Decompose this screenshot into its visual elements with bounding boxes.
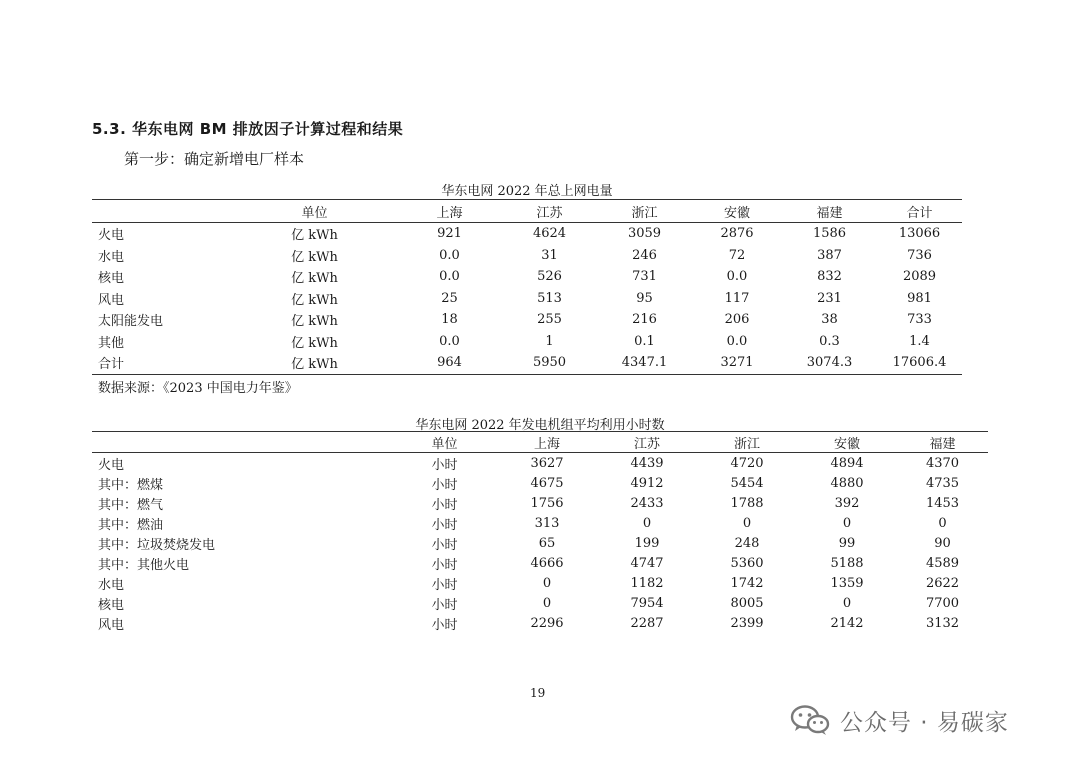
- value-cell: 0.1: [634, 333, 655, 349]
- value-cell: 392: [834, 495, 860, 511]
- header-cell: 安徽: [692, 200, 782, 223]
- unit-cell: 小时: [431, 558, 458, 574]
- unit-cell: 小时: [431, 537, 458, 553]
- unit-cell: 小时: [431, 477, 458, 493]
- table-row: [92, 533, 988, 553]
- unit-cell: 亿 kWh: [291, 249, 338, 265]
- table-utilization-hours: [92, 431, 988, 634]
- unit-cell: 亿 kWh: [291, 335, 338, 351]
- value-cell: 921: [437, 226, 462, 242]
- row-label: 其中：燃油: [98, 517, 164, 533]
- watermark: [790, 703, 1009, 737]
- table-header-row: [92, 432, 988, 453]
- value-cell: 17606.4: [877, 352, 962, 374]
- data-source-note: 数据来源：《2023 中国电力年鉴》: [98, 381, 298, 396]
- unit-cell: 小时: [431, 457, 458, 473]
- step-text: 第一步：确定新增电厂样本: [124, 150, 305, 168]
- value-cell: 1.4: [909, 333, 930, 349]
- value-cell: 4735: [925, 475, 960, 491]
- value-cell: 4912: [630, 475, 664, 491]
- value-cell: 0.0: [726, 269, 748, 285]
- value-cell: 3132: [925, 616, 960, 632]
- value-cell: 206: [724, 312, 750, 328]
- value-cell: 1359: [830, 576, 864, 592]
- unit-cell: 小时: [431, 618, 458, 634]
- value-cell: 0.0: [439, 247, 460, 263]
- value-cell: 4439: [630, 455, 664, 471]
- row-label: 其他: [98, 335, 125, 351]
- row-label: 风电: [98, 292, 125, 308]
- value-cell: 0: [742, 515, 752, 531]
- value-cell: 832: [817, 269, 842, 285]
- value-cell: 1453: [925, 495, 960, 511]
- unit-cell: 亿 kWh: [291, 271, 338, 287]
- row-label: 水电: [98, 578, 125, 594]
- value-cell: 5188: [830, 556, 864, 572]
- value-cell: 5360: [730, 556, 764, 572]
- value-cell: 0: [842, 596, 852, 612]
- value-cell: 3627: [530, 455, 564, 471]
- value-cell: 13066: [898, 226, 941, 242]
- row-label: 风电: [98, 618, 125, 634]
- value-cell: 4675: [530, 475, 564, 491]
- page-number: 19: [530, 686, 546, 700]
- header-cell: 合计: [877, 200, 962, 223]
- wechat-logo-icon: [790, 704, 830, 736]
- unit-cell: 小时: [431, 598, 458, 614]
- value-cell: 1182: [630, 576, 664, 592]
- row-label: 其中：垃圾焚烧发电: [98, 537, 216, 553]
- table-row: [92, 493, 988, 513]
- table-row: [92, 574, 988, 594]
- value-cell: 72: [728, 247, 746, 263]
- value-cell: 1586: [812, 226, 847, 242]
- value-cell: 4720: [730, 455, 764, 471]
- value-cell: 65: [538, 535, 556, 551]
- value-cell: 0.0: [439, 333, 460, 349]
- value-cell: 3271: [692, 352, 782, 374]
- value-cell: 2287: [630, 616, 664, 632]
- row-label: 水电: [98, 249, 125, 265]
- table-row: [92, 331, 962, 353]
- value-cell: 231: [817, 290, 842, 306]
- value-cell: 4624: [532, 226, 567, 242]
- value-cell: 513: [537, 290, 562, 306]
- value-cell: 4747: [630, 556, 664, 572]
- value-cell: 5454: [730, 475, 764, 491]
- value-cell: 731: [632, 269, 657, 285]
- value-cell: 2622: [925, 576, 960, 592]
- value-cell: 0.0: [726, 333, 748, 349]
- row-label: 火电: [98, 228, 125, 244]
- table-row: [92, 223, 962, 245]
- header-cell: 安徽: [797, 432, 897, 453]
- value-cell: 964: [397, 352, 502, 374]
- value-cell: 733: [907, 312, 932, 328]
- header-cell-blank: [92, 432, 392, 453]
- table1-caption: 华东电网 2022 年总上网电量: [441, 184, 613, 199]
- value-cell: 0: [542, 596, 552, 612]
- header-cell: 浙江: [697, 432, 797, 453]
- unit-cell: 小时: [431, 517, 458, 533]
- row-label: 其中：其他火电: [98, 558, 190, 574]
- table-row: [92, 614, 988, 634]
- value-cell: 4666: [530, 556, 564, 572]
- value-cell: 1: [545, 333, 554, 349]
- value-cell: 216: [632, 312, 657, 328]
- value-cell: 2296: [530, 616, 564, 632]
- header-cell: 单位: [232, 200, 397, 223]
- value-cell: 313: [534, 515, 560, 531]
- section-title: 5.3. 华东电网 BM 排放因子计算过程和结果: [92, 120, 404, 138]
- header-cell: 单位: [392, 432, 497, 453]
- table-grid-power-generation: [92, 199, 962, 375]
- row-label: 太阳能发电: [98, 314, 164, 330]
- unit-cell: 小时: [431, 578, 458, 594]
- value-cell: 199: [634, 535, 660, 551]
- unit-cell: 亿 kWh: [291, 228, 338, 244]
- value-cell: 3074.3: [782, 352, 877, 374]
- unit-cell: 亿 kWh: [291, 314, 338, 330]
- table-row: [92, 288, 962, 310]
- value-cell: 4894: [830, 455, 864, 471]
- value-cell: 1742: [730, 576, 764, 592]
- value-cell: 3059: [627, 226, 662, 242]
- table-row: [92, 513, 988, 533]
- header-cell: 上海: [397, 200, 502, 223]
- value-cell: 99: [838, 535, 856, 551]
- value-cell: 246: [632, 247, 657, 263]
- header-cell: 江苏: [502, 200, 597, 223]
- value-cell: 981: [907, 290, 932, 306]
- value-cell: 5950: [502, 352, 597, 374]
- value-cell: 4880: [830, 475, 864, 491]
- table-row: [92, 453, 988, 474]
- value-cell: 248: [734, 535, 760, 551]
- row-label: 核电: [98, 598, 125, 614]
- header-cell: 浙江: [597, 200, 692, 223]
- value-cell: 7700: [925, 596, 960, 612]
- row-label: 火电: [98, 457, 125, 473]
- row-label: 其中：燃气: [98, 497, 164, 513]
- value-cell: 387: [817, 247, 842, 263]
- row-label: 合计: [92, 352, 232, 374]
- table-row: [92, 473, 988, 493]
- header-cell: 福建: [782, 200, 877, 223]
- value-cell: 95: [636, 290, 653, 306]
- value-cell: 0.3: [819, 333, 840, 349]
- value-cell: 4347.1: [597, 352, 692, 374]
- value-cell: 1756: [530, 495, 564, 511]
- value-cell: 117: [724, 290, 750, 306]
- value-cell: 0: [842, 515, 852, 531]
- value-cell: 1788: [730, 495, 764, 511]
- value-cell: 4370: [925, 455, 960, 471]
- value-cell: 0: [542, 576, 552, 592]
- value-cell: 31: [541, 247, 558, 263]
- value-cell: 38: [821, 312, 838, 328]
- header-cell: 江苏: [597, 432, 697, 453]
- value-cell: 90: [934, 535, 951, 551]
- value-cell: 18: [441, 312, 458, 328]
- table-row: [92, 352, 962, 374]
- value-cell: 2433: [630, 495, 664, 511]
- value-cell: 2142: [830, 616, 864, 632]
- value-cell: 2399: [730, 616, 764, 632]
- value-cell: 0: [938, 515, 947, 531]
- table-row: [92, 266, 962, 288]
- table2-caption: 华东电网 2022 年发电机组平均利用小时数: [415, 418, 665, 433]
- row-label: 其中：燃煤: [98, 477, 164, 493]
- value-cell: 255: [537, 312, 562, 328]
- value-cell: 4589: [925, 556, 960, 572]
- value-cell: 526: [537, 269, 562, 285]
- value-cell: 0: [642, 515, 652, 531]
- table-header-row: [92, 200, 962, 223]
- unit-cell: 亿 kWh: [232, 352, 397, 374]
- table-row: [92, 245, 962, 267]
- table-row: [92, 594, 988, 614]
- watermark-text: 公众号 · 易碳家: [840, 709, 1009, 736]
- header-cell-blank: [92, 200, 232, 223]
- value-cell: 25: [441, 290, 458, 306]
- value-cell: 736: [907, 247, 932, 263]
- value-cell: 2089: [902, 269, 937, 285]
- header-cell: 上海: [497, 432, 597, 453]
- value-cell: 7954: [630, 596, 664, 612]
- unit-cell: 亿 kWh: [291, 292, 338, 308]
- value-cell: 0.0: [439, 269, 460, 285]
- value-cell: 2876: [720, 226, 754, 242]
- header-cell: 福建: [897, 432, 988, 453]
- value-cell: 8005: [730, 596, 764, 612]
- table-row: [92, 309, 962, 331]
- table-row: [92, 553, 988, 573]
- row-label: 核电: [98, 271, 125, 287]
- unit-cell: 小时: [431, 497, 458, 513]
